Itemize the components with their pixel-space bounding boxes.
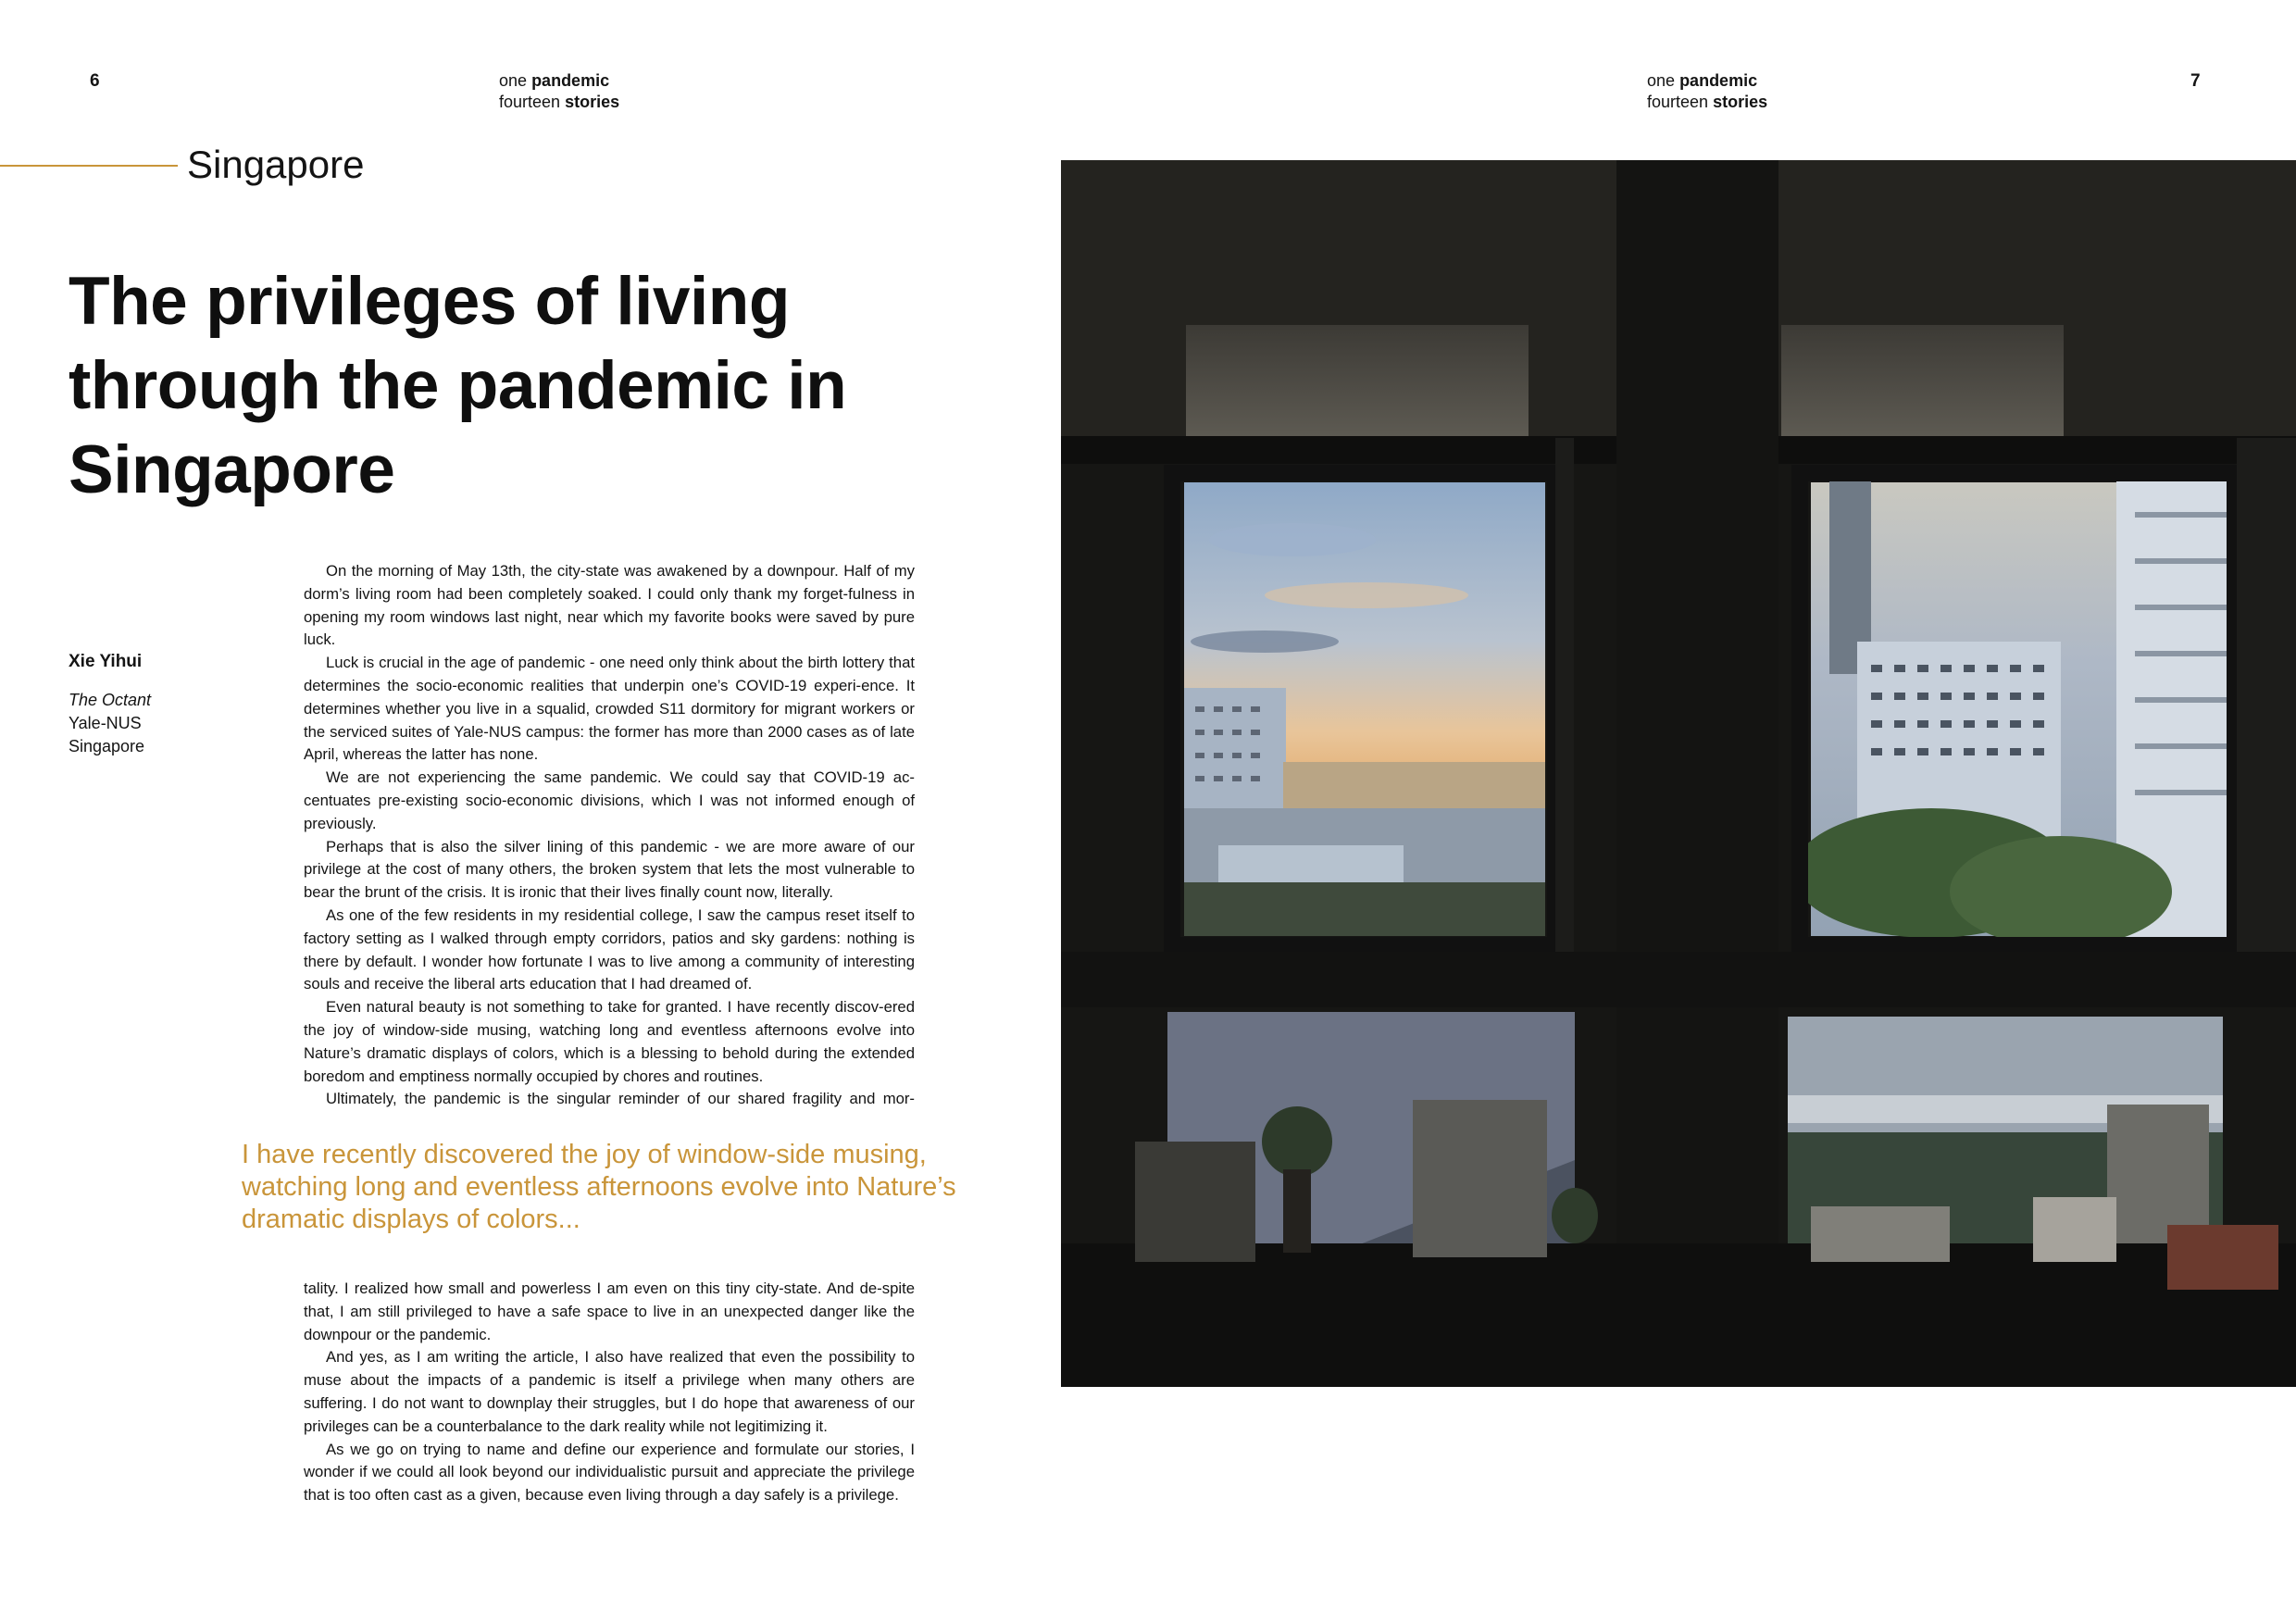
body-paragraph: Even natural beauty is not something to take for granted. I have recently discov-ered the joy of window-side musing, watching long and eventless afternoons evolve into Nature’s dramatic displays of colors, which is a blessing to behold during the extended boredom and emptiness normally occupied by chores and routines. (304, 998, 915, 1085)
page-number-left: 6 (90, 71, 100, 91)
running-head-word: fourteen (1647, 93, 1709, 111)
body-paragraph: Perhaps that is also the silver lining of this pandemic - we are more aware of our privilege at the cost of many others, the broken system that lets the most vulnerable to bear the brunt of the crisis. It is ironic that their lives finally count now, literally. (304, 837, 915, 902)
body-paragraph: As we go on trying to name and define our experience and formulate our stories, I wonder if we could all look beyond our individualistic pursuit and appreciate the privilege that is too often cast as a given, because even living through a day safely is a privilege. (304, 1440, 915, 1504)
body-paragraph: On the morning of May 13th, the city-state was awakened by a downpour. Half of my dorm’s living room had been completely soaked. I could only thank my forget-fulness in opening my room windows last night, near which my favorite books were saved by pure luck. (304, 562, 915, 649)
author-publication: The Octant (69, 691, 152, 709)
running-head-word-bold: stories (1713, 93, 1768, 111)
body-paragraph: Ultimately, the pandemic is the singular reminder of our shared fragility and mor- (326, 1090, 915, 1108)
page-number-right: 7 (2190, 71, 2201, 91)
body-paragraph: Luck is crucial in the age of pandemic - one need only think about the birth lottery that determines the socio-economic realities that underpin one’s COVID-19 experi-ence. It determines whether you live in a squalid, crowded S11 dormitory for migrant workers or the serviced suites of Yale-NUS campus: the former has more than 2000 cases as of late April, whereas the latter has none. (304, 654, 915, 764)
section-label: Singapore (187, 143, 365, 186)
body-paragraph: And yes, as I am writing the article, I also have realized that even the possibility to muse about the impacts of a pandemic is itself a privilege when many others are suffering. I do not want to downplay their struggles, but I do hope that awareness of our privileges can be a counterbalance to the dark reality while not legitimizing it. (304, 1348, 915, 1435)
running-head-word: one (499, 71, 528, 90)
running-head-word-bold: stories (565, 93, 620, 111)
article-body-part2 (304, 1278, 915, 1507)
pull-quote: I have recently discovered the joy of window-side musing, watching long and eventless afternoons evolve into Nature’s dramatic displays of colors... (242, 1140, 956, 1234)
body-paragraph: tality. I realized how small and powerless I am even on this tiny city-state. And de-spite that, I am still privileged to have a safe space to live in an unexpected danger like the downpour or the pandemic. (304, 1280, 915, 1343)
running-head-word-bold: pandemic (531, 71, 610, 90)
running-head-word: fourteen (499, 93, 561, 111)
running-head-word-bold: pandemic (1679, 71, 1758, 90)
body-paragraph: As one of the few residents in my residential college, I saw the campus reset itself to factory setting as I walked through empty corridors, patios and sky gardens: nothing is there by default. I wonder how fortunate I was to live among a community of interesting souls and receive the liberal arts education that I had dreamed of. (304, 905, 915, 993)
article-body-part1 (304, 560, 915, 1111)
body-paragraph: We are not experiencing the same pandemic. We could say that COVID-19 ac-centuates pre-existing socio-economic divisions, which I was not informed enough of previously. (304, 768, 915, 832)
running-head-word: one (1647, 71, 1676, 90)
section-rule (0, 165, 178, 167)
author-institution: Yale-NUS (69, 714, 142, 732)
running-head-right (1647, 70, 1767, 113)
article-title: The privileges of living through the pandemic in Singapore (69, 264, 847, 507)
window-photo-illustration (1061, 160, 2296, 1387)
window-photo (1061, 160, 2296, 1387)
author-location: Singapore (69, 737, 145, 755)
author-name: Xie Yihui (69, 652, 143, 671)
running-head-left (499, 70, 619, 113)
author-block (69, 652, 281, 758)
